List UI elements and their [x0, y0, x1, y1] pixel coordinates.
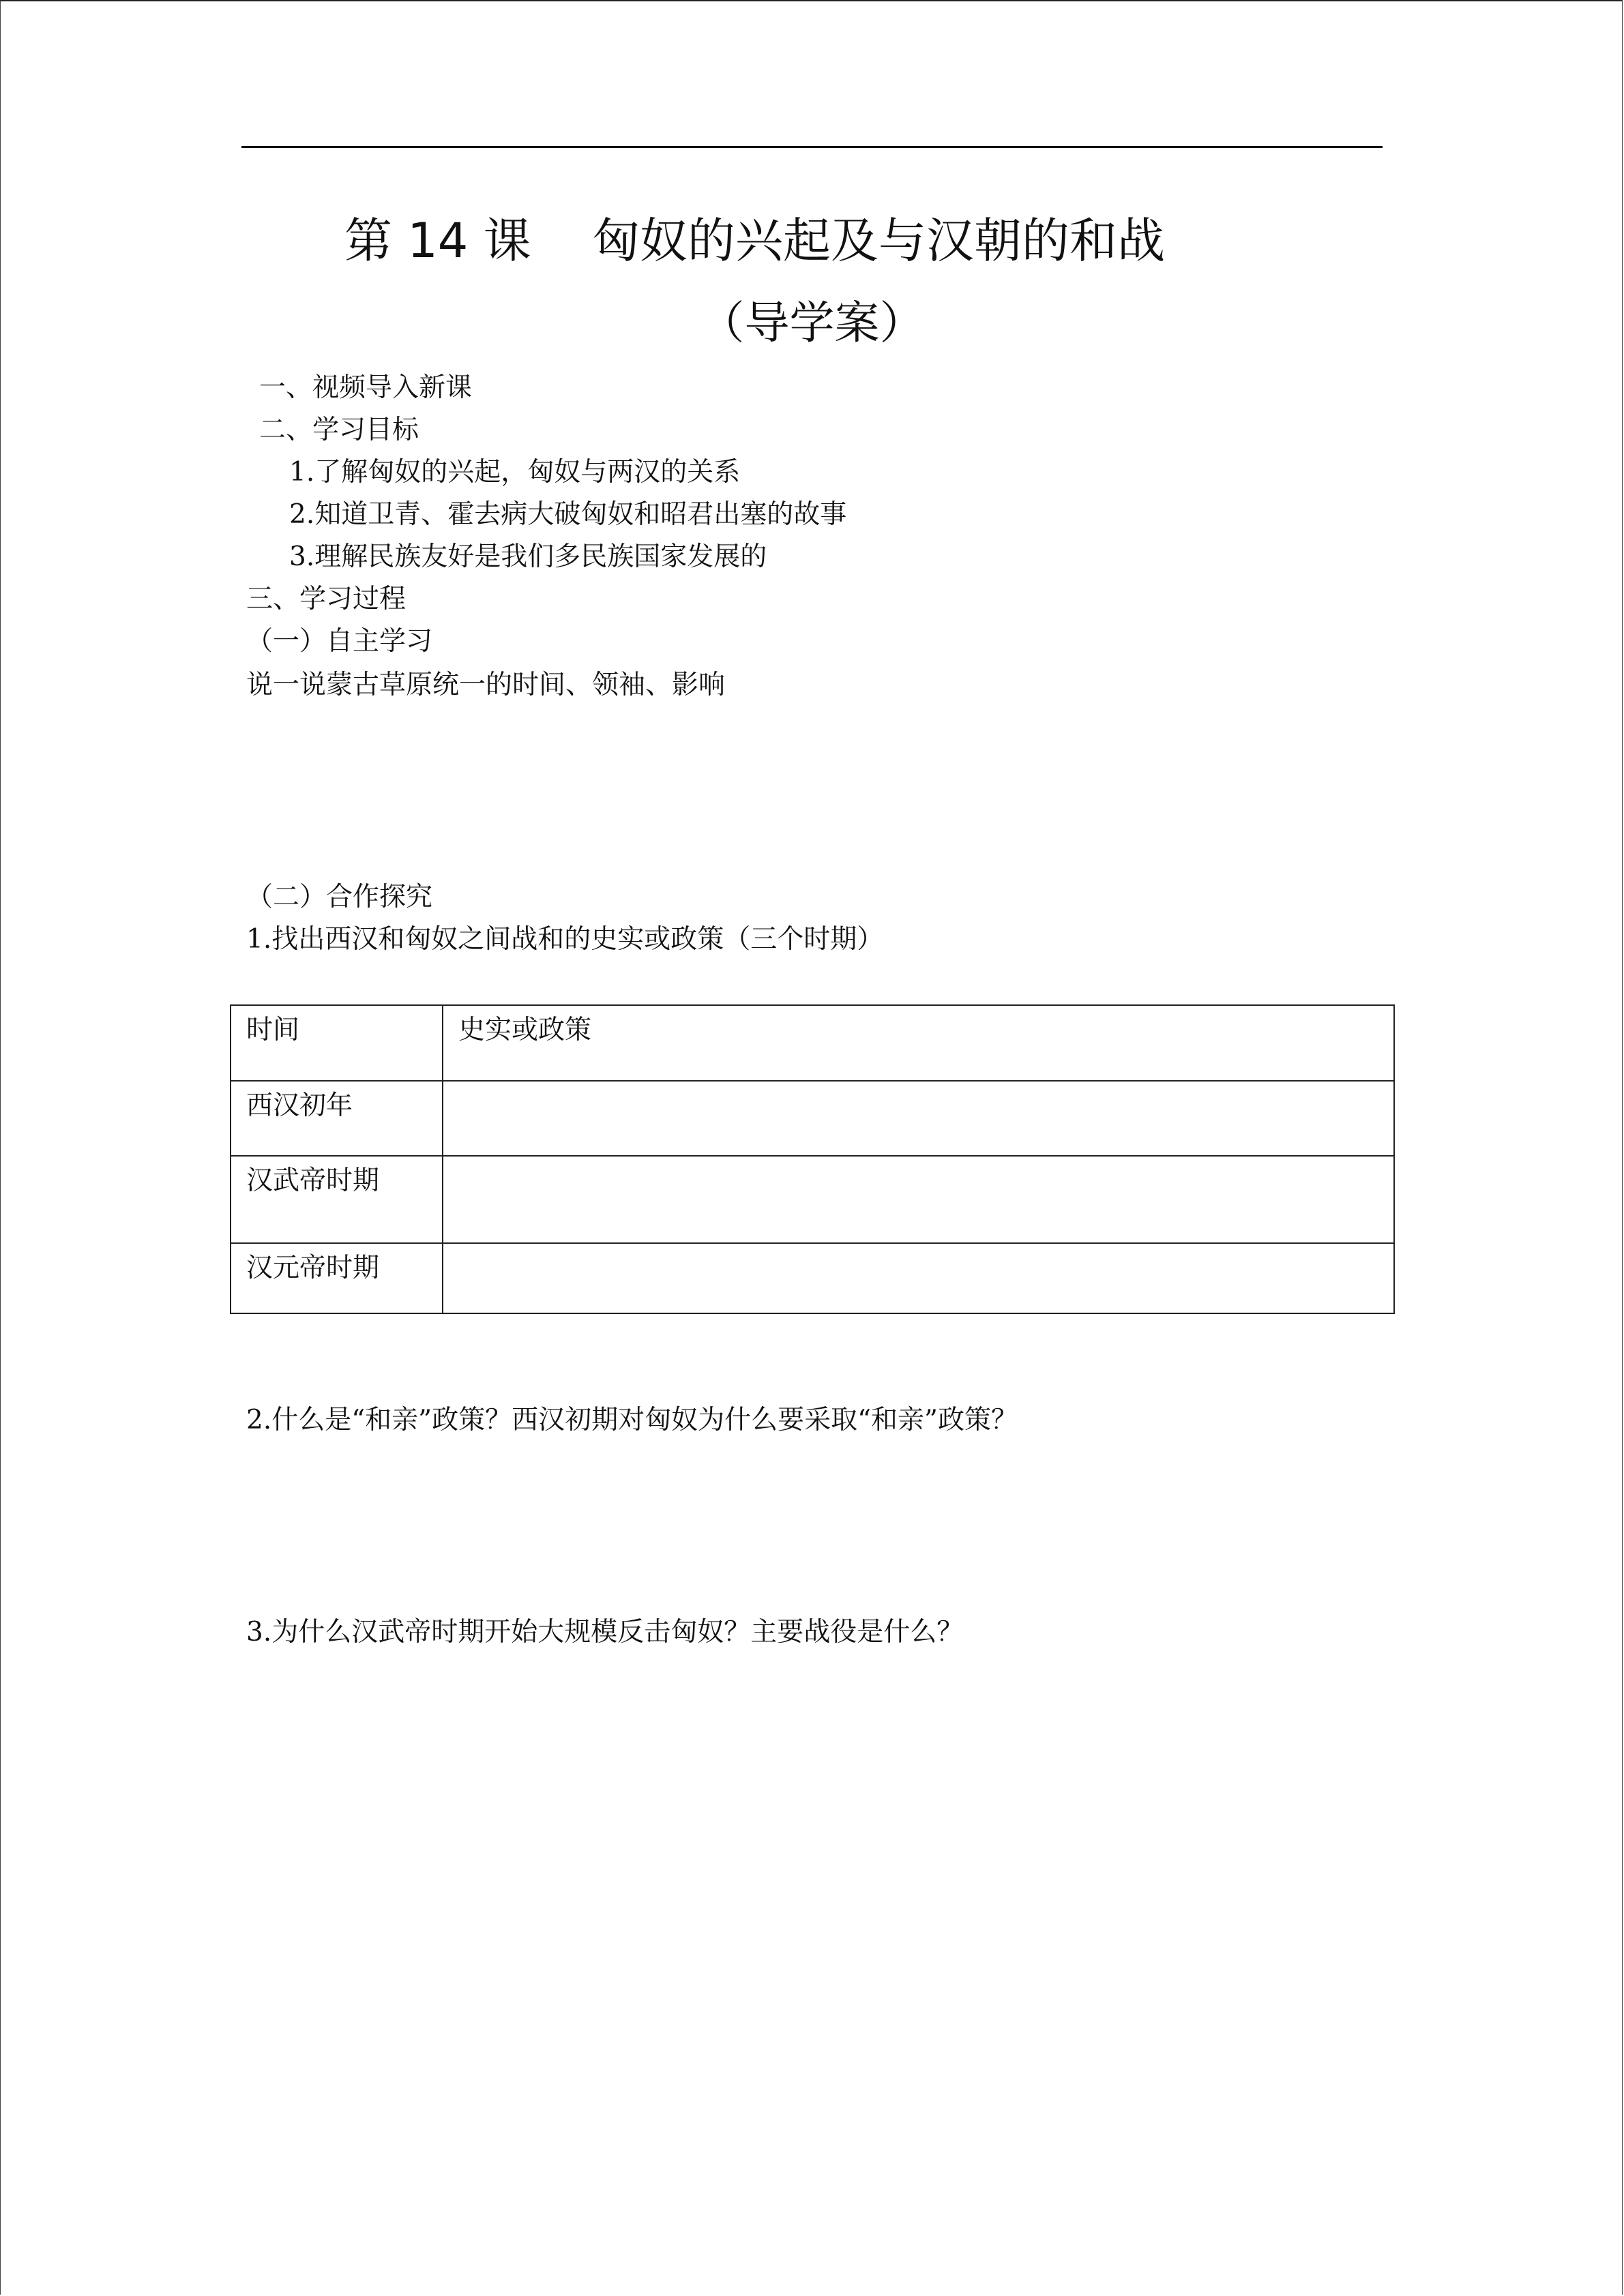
table-header-facts: 史实或政策 [443, 1005, 1394, 1081]
header-rule [241, 146, 1383, 148]
goal-item-2: 2.知道卫青、霍去病大破匈奴和昭君出塞的故事 [289, 499, 847, 530]
self-study-question: 说一说蒙古草原统一的时间、领袖、影响 [246, 670, 726, 700]
question-2: 2.什么是“和亲”政策？西汉初期对匈奴为什么要采取“和亲”政策？ [246, 1405, 1018, 1435]
section-video-intro: 一、视频导入新课 [259, 372, 473, 403]
table-cell-period: 汉元帝时期 [231, 1243, 443, 1313]
question-1: 1.找出西汉和匈奴之间战和的史实或政策（三个时期） [246, 924, 884, 955]
section-goals-heading: 二、学习目标 [259, 415, 419, 445]
page-subtitle: （导学案） [699, 297, 925, 349]
table-cell-answer [443, 1156, 1394, 1243]
self-study-heading: （一）自主学习 [246, 626, 433, 657]
table-header-row [231, 1005, 1394, 1081]
table-row [231, 1081, 1394, 1156]
title-lesson-number: 第 14 课 [344, 213, 531, 269]
question-3: 3.为什么汉武帝时期开始大规模反击匈奴？主要战役是什么？ [246, 1617, 964, 1648]
table-cell-answer [443, 1081, 1394, 1156]
table-cell-period: 西汉初年 [231, 1081, 443, 1156]
table-cell-period: 汉武帝时期 [231, 1156, 443, 1243]
goal-item-3: 3.理解民族友好是我们多民族国家发展的 [289, 541, 767, 572]
policy-table [230, 1004, 1395, 1314]
policy-table-container [230, 1004, 1393, 1314]
table-row [231, 1243, 1394, 1313]
page-title [0, 203, 1624, 278]
table-cell-answer [443, 1243, 1394, 1313]
coop-heading: （二）合作探究 [246, 882, 433, 912]
section-process-heading: 三、学习过程 [246, 584, 407, 614]
table-header-time: 时间 [231, 1005, 443, 1081]
goal-item-1: 1.了解匈奴的兴起，匈奴与两汉的关系 [289, 457, 741, 488]
table-row [231, 1156, 1394, 1243]
title-topic: 匈奴的兴起及与汉朝的和战 [592, 213, 1165, 269]
